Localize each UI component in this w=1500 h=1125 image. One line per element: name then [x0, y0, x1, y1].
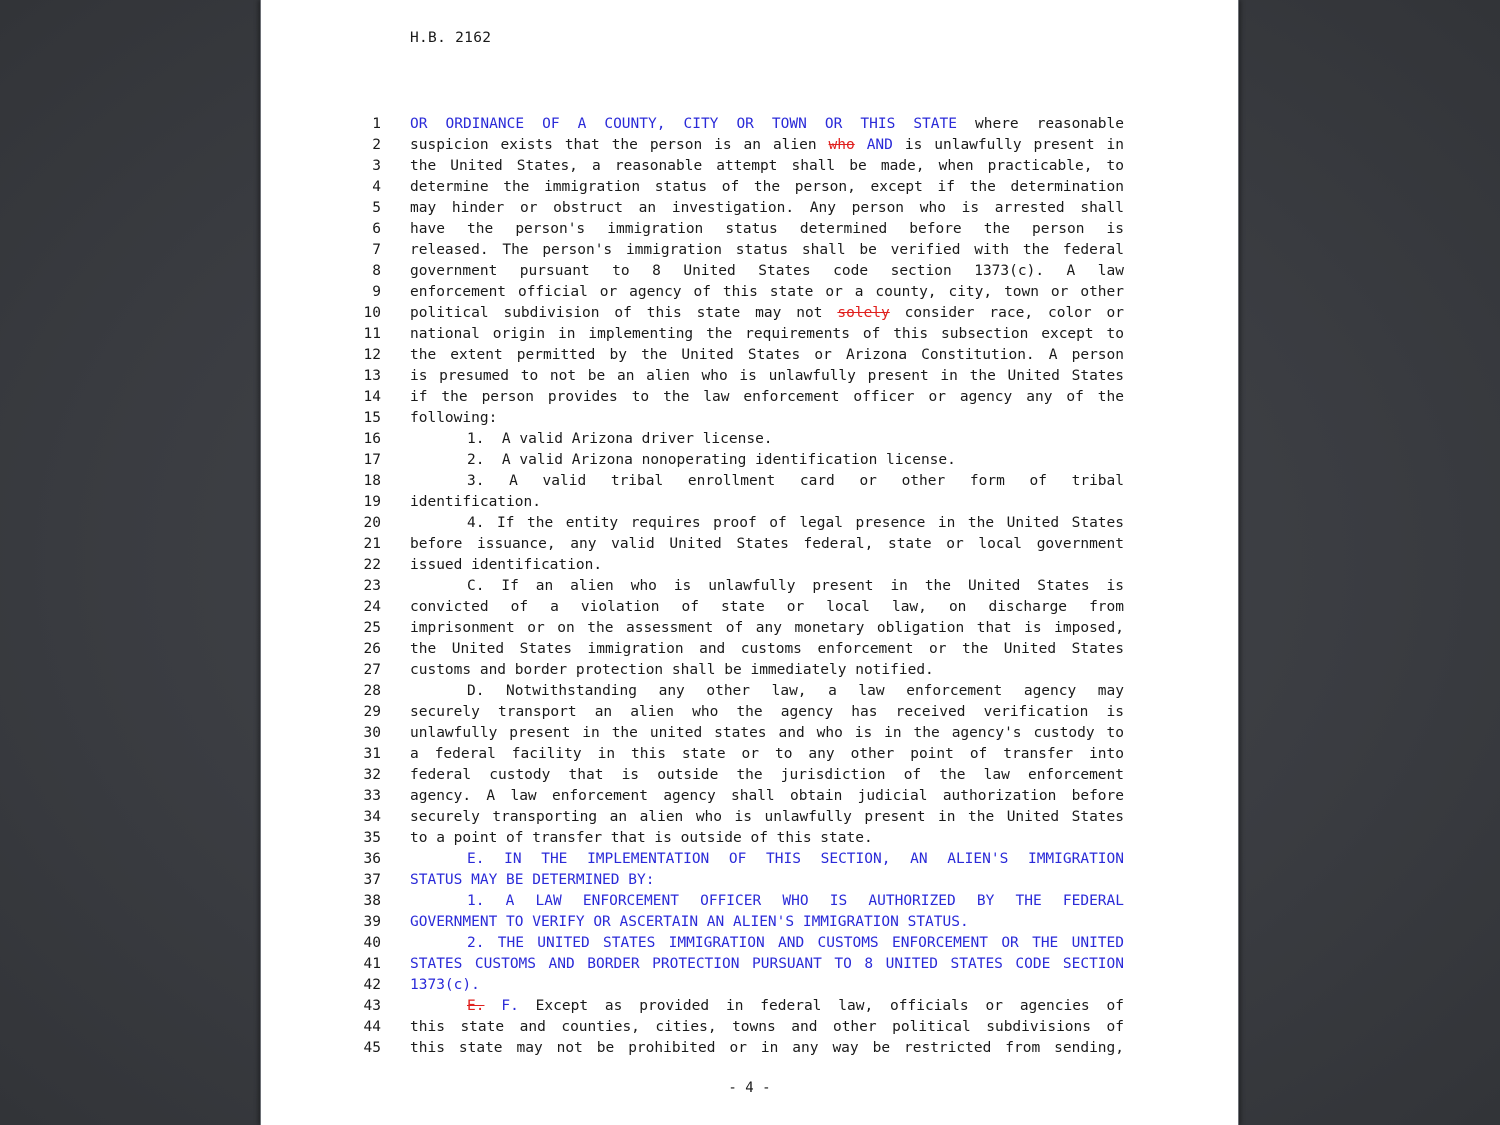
line-number: 32	[363, 767, 381, 783]
line-text	[410, 744, 1124, 765]
bill-line	[261, 618, 1238, 639]
bill-number-header: H.B. 2162	[410, 30, 492, 46]
bill-line	[261, 681, 1238, 702]
bill-line	[261, 870, 1238, 891]
text-segment: Except as provided in federal law, officials or agencies of	[518, 998, 1124, 1014]
text-segment: suspicion exists that the person is an alien	[410, 137, 829, 153]
line-text	[410, 912, 1124, 933]
line-text	[410, 303, 1124, 324]
bill-line	[261, 576, 1238, 597]
inserted-text: AND	[866, 137, 893, 153]
line-number: 15	[363, 410, 381, 426]
line-number: 41	[363, 956, 381, 972]
line-text	[410, 702, 1124, 723]
inserted-text: F.	[501, 998, 519, 1014]
line-number: 16	[363, 431, 381, 447]
line-text	[410, 387, 1124, 408]
document-page	[261, 0, 1238, 1125]
bill-line	[261, 828, 1238, 849]
text-segment: federal custody that is outside the jurisdiction of the law enforcement	[410, 767, 1124, 783]
bill-line	[261, 282, 1238, 303]
line-text	[410, 534, 1124, 555]
line-number: 44	[363, 1019, 381, 1035]
bill-line	[261, 429, 1238, 450]
inserted-text: 1373(c).	[410, 977, 480, 993]
bill-line	[261, 471, 1238, 492]
bill-line	[261, 114, 1238, 135]
bill-line	[261, 219, 1238, 240]
line-number: 14	[363, 389, 381, 405]
inserted-text: 2. THE UNITED STATES IMMIGRATION AND CUSTOMS ENFORCEMENT OR THE UNITED	[467, 935, 1124, 951]
line-number: 4	[372, 179, 381, 195]
line-number: 8	[372, 263, 381, 279]
bill-line	[261, 975, 1238, 996]
line-text	[410, 471, 1124, 492]
text-segment: a federal facility in this state or to any other point of transfer into	[410, 746, 1124, 762]
line-number: 27	[363, 662, 381, 678]
text-segment: issued identification.	[410, 557, 603, 573]
line-text	[410, 429, 1124, 450]
text-segment: political subdivision of this state may not	[410, 305, 838, 321]
inserted-text: STATUS MAY BE DETERMINED BY:	[410, 872, 655, 888]
bill-line	[261, 723, 1238, 744]
line-number: 39	[363, 914, 381, 930]
line-number: 6	[372, 221, 381, 237]
text-segment: the United States immigration and customs enforcement or the United States	[410, 641, 1124, 657]
line-text	[410, 849, 1124, 870]
text-segment: released. The person's immigration status shall be verified with the federal	[410, 242, 1124, 258]
bill-line	[261, 135, 1238, 156]
bill-line	[261, 786, 1238, 807]
bill-line	[261, 450, 1238, 471]
line-text	[410, 828, 1124, 849]
text-segment: where reasonable	[956, 116, 1124, 132]
text-segment: this state and counties, cities, towns and other political subdivisions of	[410, 1019, 1124, 1035]
line-number: 25	[363, 620, 381, 636]
line-text	[410, 954, 1124, 975]
line-number: 30	[363, 725, 381, 741]
line-text	[410, 261, 1124, 282]
text-segment: customs and border protection shall be immediately notified.	[410, 662, 934, 678]
text-segment: C. If an alien who is unlawfully present in the United States is	[467, 578, 1124, 594]
line-text	[410, 765, 1124, 786]
line-text	[410, 639, 1124, 660]
text-segment	[484, 998, 501, 1014]
line-text	[410, 366, 1124, 387]
line-number: 35	[363, 830, 381, 846]
text-segment: before issuance, any valid United States federal, state or local government	[410, 536, 1124, 552]
line-number: 37	[363, 872, 381, 888]
bill-line	[261, 324, 1238, 345]
bill-line	[261, 261, 1238, 282]
bill-line	[261, 597, 1238, 618]
text-segment: imprisonment or on the assessment of any monetary obligation that is imposed,	[410, 620, 1124, 636]
text-segment: the extent permitted by the United States or Arizona Constitution. A person	[410, 347, 1124, 363]
bill-line	[261, 513, 1238, 534]
line-number: 18	[363, 473, 381, 489]
line-number: 13	[363, 368, 381, 384]
page-number: - 4 -	[728, 1080, 771, 1096]
line-number: 33	[363, 788, 381, 804]
bill-line	[261, 1017, 1238, 1038]
bill-line	[261, 1038, 1238, 1059]
bill-line	[261, 345, 1238, 366]
text-segment: identification.	[410, 494, 541, 510]
line-text	[410, 408, 1124, 429]
line-text	[410, 870, 1124, 891]
inserted-text: GOVERNMENT TO VERIFY OR ASCERTAIN AN ALIEN'S IMMIGRATION STATUS.	[410, 914, 969, 930]
line-text	[410, 156, 1124, 177]
text-segment: consider race, color or	[889, 305, 1125, 321]
line-text	[410, 555, 1124, 576]
text-segment: national origin in implementing the requirements of this subsection except to	[410, 326, 1124, 342]
line-text	[410, 219, 1124, 240]
line-number: 2	[372, 137, 381, 153]
inserted-text: STATES CUSTOMS AND BORDER PROTECTION PURSUANT TO 8 UNITED STATES CODE SECTION	[410, 956, 1124, 972]
line-number: 36	[363, 851, 381, 867]
line-text	[410, 681, 1124, 702]
bill-line	[261, 912, 1238, 933]
bill-line	[261, 639, 1238, 660]
line-number: 40	[363, 935, 381, 951]
bill-line	[261, 240, 1238, 261]
line-text	[410, 492, 1124, 513]
text-segment: securely transport an alien who the agency has received verification is	[410, 704, 1124, 720]
line-number: 38	[363, 893, 381, 909]
deleted-text: E.	[467, 998, 485, 1014]
line-number: 3	[372, 158, 381, 174]
line-text	[410, 135, 1124, 156]
bill-line	[261, 177, 1238, 198]
line-text	[410, 198, 1124, 219]
line-text	[410, 933, 1124, 954]
text-segment: 4. If the entity requires proof of legal presence in the United States	[467, 515, 1124, 531]
line-text	[410, 996, 1124, 1017]
line-number: 24	[363, 599, 381, 615]
line-text	[410, 450, 1124, 471]
line-text	[410, 324, 1124, 345]
text-segment: 2. A valid Arizona nonoperating identification license.	[467, 452, 956, 468]
line-number: 17	[363, 452, 381, 468]
text-segment: unlawfully present in the united states and who is in the agency's custody to	[410, 725, 1124, 741]
bill-line	[261, 954, 1238, 975]
line-text	[410, 807, 1124, 828]
line-number: 29	[363, 704, 381, 720]
text-segment: to a point of transfer that is outside of this state.	[410, 830, 873, 846]
line-text	[410, 1038, 1124, 1059]
text-segment: 3. A valid tribal enrollment card or other form of tribal	[467, 473, 1124, 489]
line-number: 42	[363, 977, 381, 993]
line-number: 21	[363, 536, 381, 552]
line-number: 1	[372, 116, 381, 132]
bill-line	[261, 408, 1238, 429]
line-number: 22	[363, 557, 381, 573]
line-number: 5	[372, 200, 381, 216]
line-number: 7	[372, 242, 381, 258]
inserted-text: 1. A LAW ENFORCEMENT OFFICER WHO IS AUTHORIZED BY THE FEDERAL	[467, 893, 1124, 909]
bill-text-body	[261, 114, 1238, 1059]
text-segment: following:	[410, 410, 498, 426]
deleted-text: solely	[837, 305, 890, 321]
line-text	[410, 513, 1124, 534]
text-segment: securely transporting an alien who is unlawfully present in the United States	[410, 809, 1124, 825]
inserted-text: OR ORDINANCE OF A COUNTY, CITY OR TOWN OR THIS STATE	[410, 116, 957, 132]
bill-line	[261, 702, 1238, 723]
text-segment	[855, 137, 867, 153]
bill-line	[261, 555, 1238, 576]
line-text	[410, 114, 1124, 135]
bill-line	[261, 156, 1238, 177]
line-number: 20	[363, 515, 381, 531]
text-segment: 1. A valid Arizona driver license.	[467, 431, 773, 447]
text-segment: the United States, a reasonable attempt shall be made, when practicable, to	[410, 158, 1124, 174]
bill-line	[261, 996, 1238, 1017]
line-text	[410, 345, 1124, 366]
line-text	[410, 891, 1124, 912]
inserted-text: E. IN THE IMPLEMENTATION OF THIS SECTION, AN ALIEN'S IMMIGRATION	[467, 851, 1124, 867]
line-number: 26	[363, 641, 381, 657]
line-text	[410, 660, 1124, 681]
bill-line	[261, 849, 1238, 870]
line-text	[410, 618, 1124, 639]
bill-line	[261, 198, 1238, 219]
line-number: 12	[363, 347, 381, 363]
bill-line	[261, 387, 1238, 408]
line-text	[410, 282, 1124, 303]
bill-line	[261, 534, 1238, 555]
line-number: 45	[363, 1040, 381, 1056]
bill-line	[261, 891, 1238, 912]
text-segment: agency. A law enforcement agency shall obtain judicial authorization before	[410, 788, 1124, 804]
text-segment: D. Notwithstanding any other law, a law enforcement agency may	[467, 683, 1124, 699]
text-segment: government pursuant to 8 United States code section 1373(c). A law	[410, 263, 1124, 279]
line-number: 43	[363, 998, 381, 1014]
line-number: 31	[363, 746, 381, 762]
bill-line	[261, 744, 1238, 765]
bill-line	[261, 660, 1238, 681]
line-text	[410, 786, 1124, 807]
line-number: 10	[363, 305, 381, 321]
line-text	[410, 177, 1124, 198]
text-segment: determine the immigration status of the person, except if the determination	[410, 179, 1124, 195]
line-number: 34	[363, 809, 381, 825]
bill-line	[261, 765, 1238, 786]
text-segment: this state may not be prohibited or in any way be restricted from sending,	[410, 1040, 1124, 1056]
text-segment: may hinder or obstruct an investigation. Any person who is arrested shall	[410, 200, 1124, 216]
line-text	[410, 597, 1124, 618]
text-segment: if the person provides to the law enforcement officer or agency any of the	[410, 389, 1124, 405]
line-text	[410, 576, 1124, 597]
line-text	[410, 1017, 1124, 1038]
bill-line	[261, 492, 1238, 513]
line-number: 23	[363, 578, 381, 594]
line-text	[410, 975, 1124, 996]
bill-line	[261, 303, 1238, 324]
bill-line	[261, 807, 1238, 828]
text-segment: enforcement official or agency of this state or a county, city, town or other	[410, 284, 1124, 300]
line-number: 19	[363, 494, 381, 510]
bill-line	[261, 933, 1238, 954]
line-number: 11	[363, 326, 381, 342]
text-segment: is presumed to not be an alien who is unlawfully present in the United States	[410, 368, 1124, 384]
text-segment: is unlawfully present in	[892, 137, 1125, 153]
line-number: 9	[372, 284, 381, 300]
line-number: 28	[363, 683, 381, 699]
text-segment: have the person's immigration status determined before the person is	[410, 221, 1124, 237]
line-text	[410, 723, 1124, 744]
text-segment: convicted of a violation of state or local law, on discharge from	[410, 599, 1124, 615]
line-text	[410, 240, 1124, 261]
deleted-text: who	[828, 137, 855, 153]
bill-line	[261, 366, 1238, 387]
